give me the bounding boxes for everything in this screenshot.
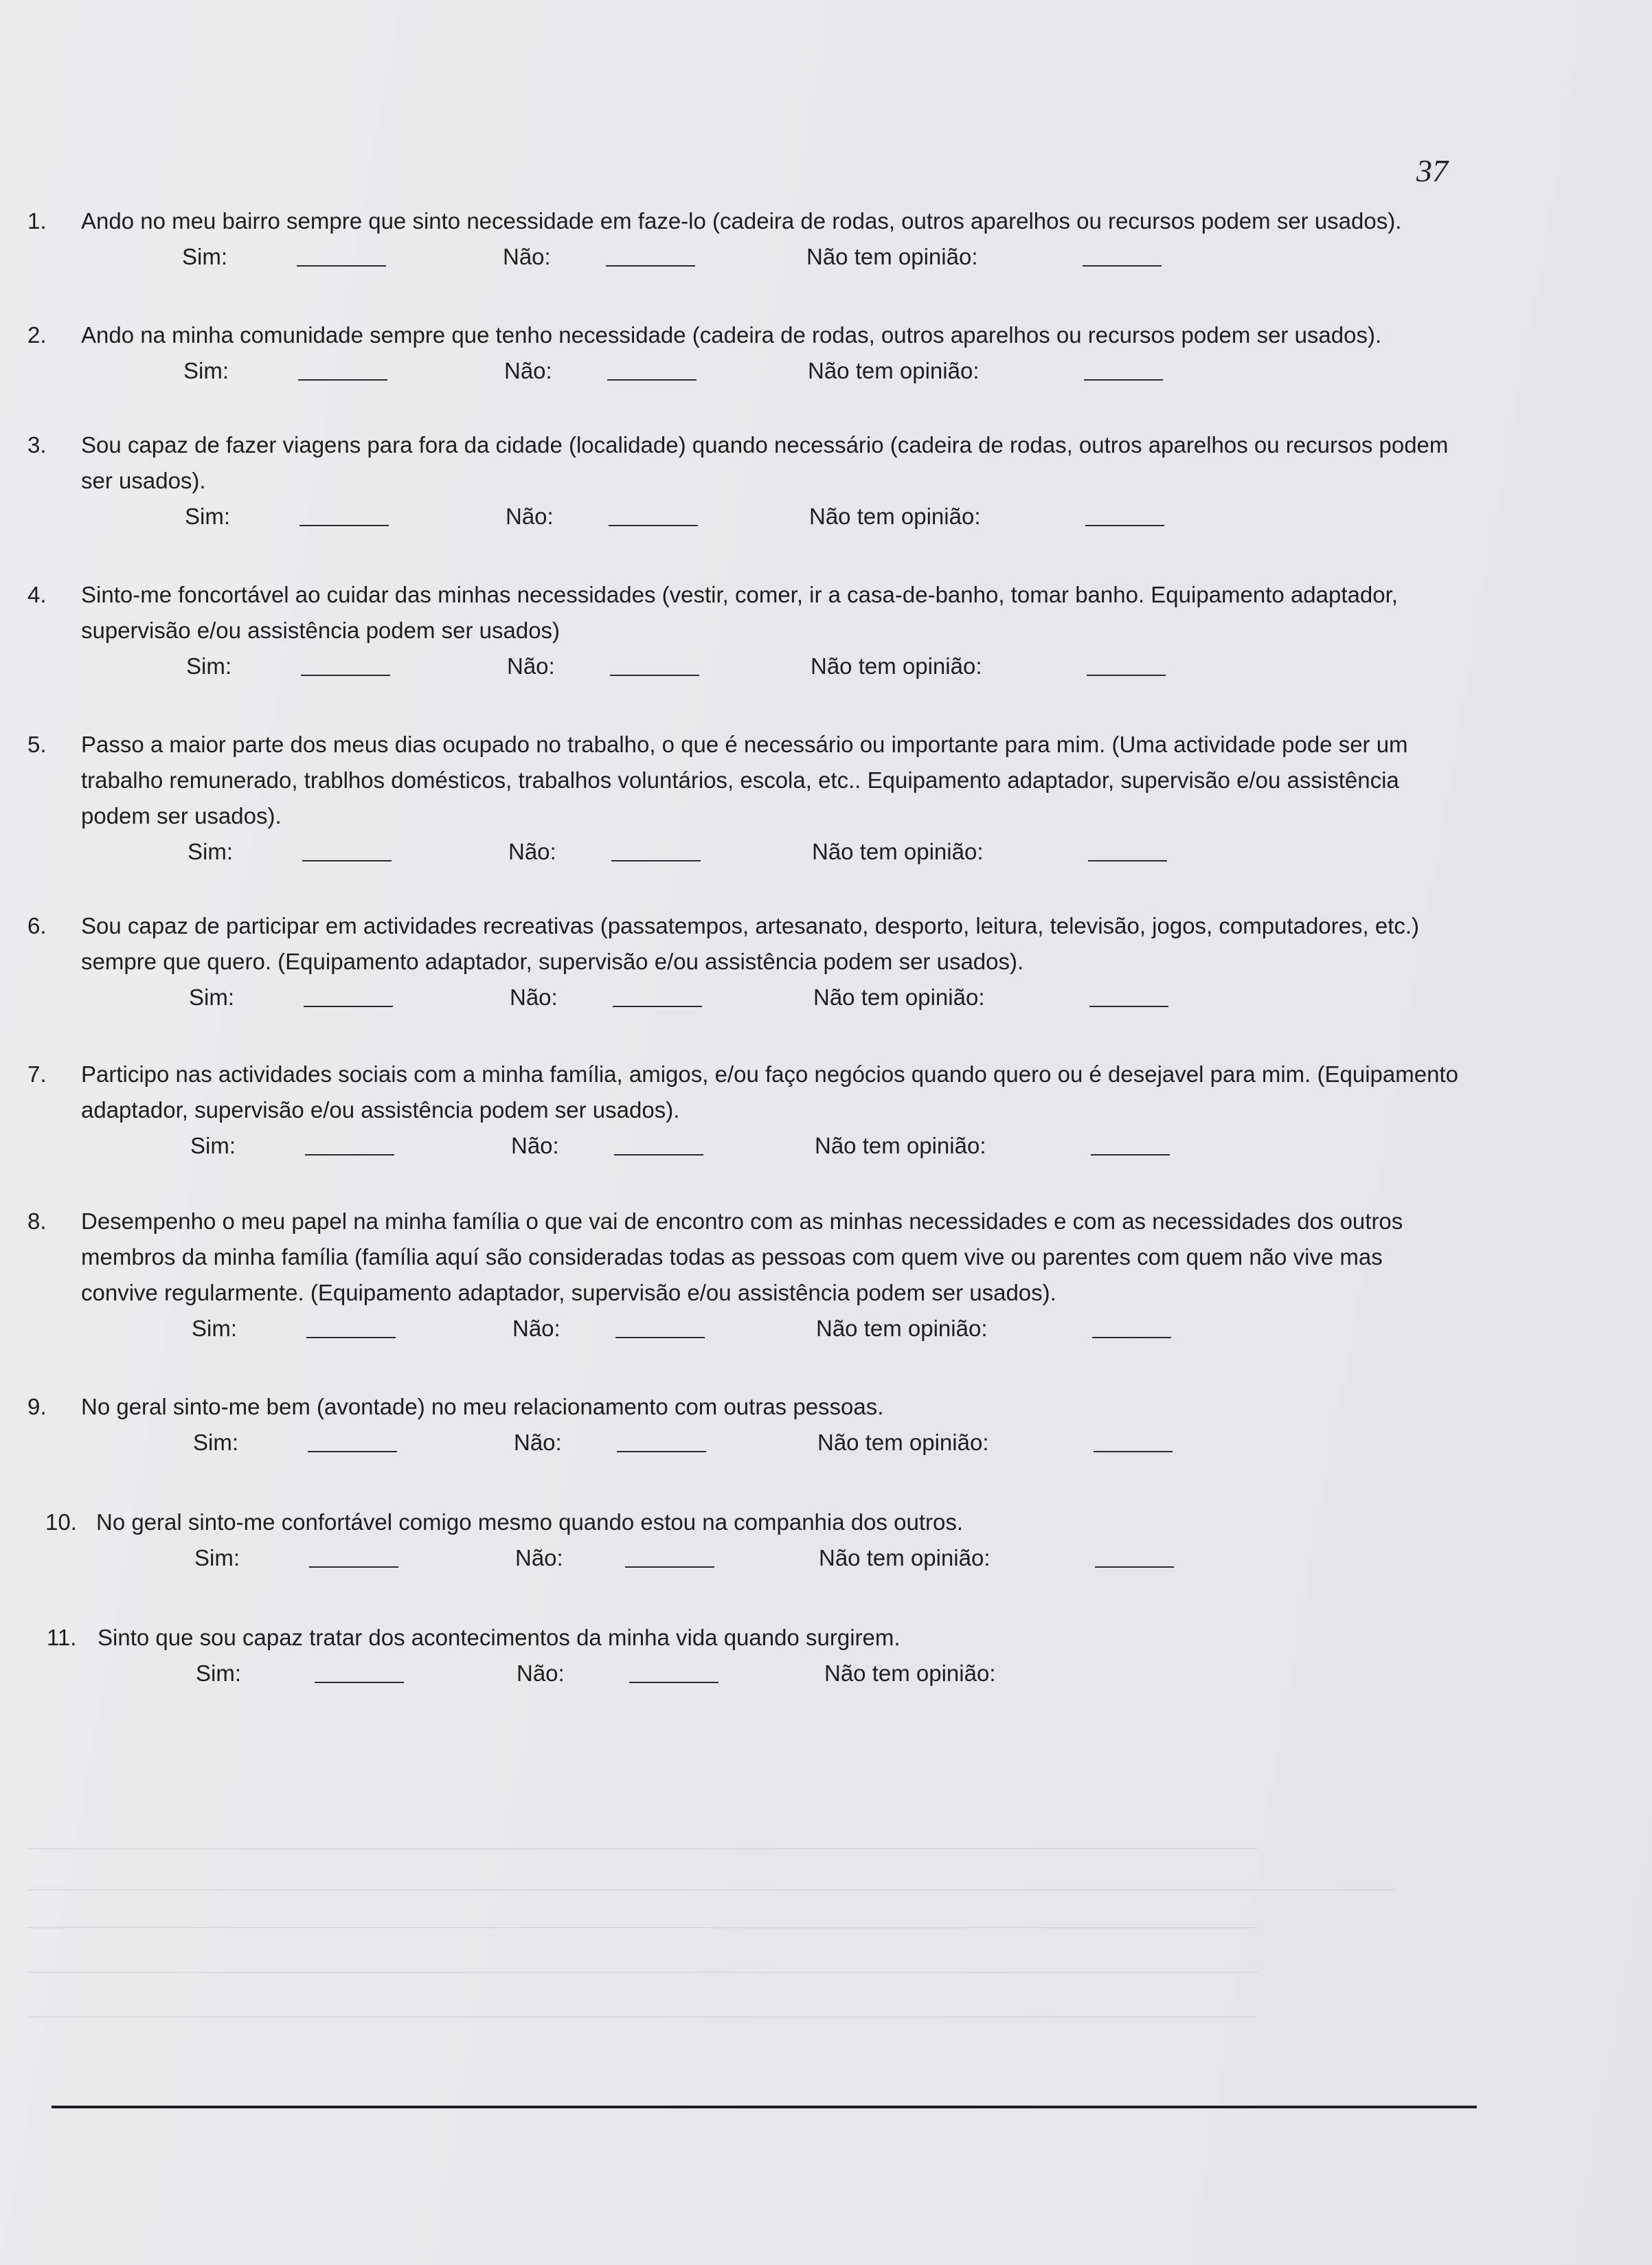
answer-options — [27, 1311, 1463, 1346]
question-3 — [27, 427, 1463, 534]
sim-blank[interactable] — [304, 1006, 393, 1007]
nao-blank[interactable] — [606, 265, 695, 267]
question-text: No geral sinto-me bem (avontade) no meu relacionamento com outras pessoas. — [81, 1394, 884, 1419]
nao-tem-opiniao-label: Não tem opinião: — [816, 1316, 988, 1341]
nao-tem-opiniao-blank[interactable] — [1094, 1451, 1173, 1452]
nao-tem-opiniao-label: Não tem opinião: — [809, 504, 981, 529]
show-through-line — [27, 1972, 1257, 1973]
question-number: 8. — [27, 1208, 47, 1234]
sim-blank[interactable] — [305, 1154, 394, 1156]
nao-label: Não: — [506, 504, 554, 529]
nao-tem-opiniao-blank[interactable] — [1085, 525, 1164, 526]
nao-tem-opiniao-label: Não tem opinião: — [813, 984, 985, 1010]
nao-blank[interactable] — [629, 1682, 718, 1683]
nao-label: Não: — [510, 984, 558, 1010]
question-10 — [27, 1505, 1463, 1576]
sim-label: Sim: — [190, 1133, 236, 1158]
question-number: 11. — [47, 1625, 77, 1650]
nao-blank[interactable] — [607, 379, 697, 381]
nao-tem-opiniao-label: Não tem opinião: — [812, 839, 984, 864]
sim-blank[interactable] — [308, 1451, 397, 1452]
question-text: Participo nas actividades sociais com a minha família, amigos, e/ou faço negócios quando quero ou é desejavel para mim. (Equipamento adaptador, supervisão e/ou assistência podem ser usados). — [81, 1061, 1458, 1123]
sim-blank[interactable] — [315, 1682, 404, 1683]
sim-label: Sim: — [189, 984, 234, 1010]
nao-tem-opiniao-label: Não tem opinião: — [808, 358, 980, 383]
nao-label: Não: — [507, 653, 555, 679]
question-8 — [27, 1204, 1463, 1346]
question-9 — [27, 1389, 1463, 1461]
nao-tem-opiniao-blank[interactable] — [1084, 379, 1163, 381]
question-number: 3. — [27, 432, 47, 458]
sim-blank[interactable] — [298, 379, 387, 381]
question-11 — [27, 1620, 1463, 1691]
nao-tem-opiniao-blank[interactable] — [1087, 675, 1166, 676]
nao-blank[interactable] — [615, 1337, 705, 1338]
nao-tem-opiniao-blank[interactable] — [1095, 1566, 1174, 1568]
question-text: Sinto que sou capaz tratar dos acontecimentos da minha vida quando surgirem. — [98, 1625, 901, 1650]
sim-blank[interactable] — [299, 525, 389, 526]
sim-blank[interactable] — [297, 265, 386, 267]
question-text: Passo a maior parte dos meus dias ocupado no trabalho, o que é necessário ou importante para mim. (Uma actividade pode ser um trabalho remunerado, trablhos domésticos, trabalhos voluntários, escola, etc.. Equipamento adaptador, supervisão e/ou assistência podem ser usados). — [81, 732, 1408, 829]
answer-options — [27, 1128, 1463, 1164]
answer-options — [27, 499, 1463, 534]
question-number: 1. — [27, 208, 47, 234]
answer-options — [27, 353, 1463, 389]
sim-blank[interactable] — [302, 860, 392, 861]
question-6 — [27, 908, 1463, 1015]
question-5 — [27, 727, 1463, 870]
show-through-line — [27, 1889, 1394, 1891]
sim-blank[interactable] — [301, 675, 390, 676]
nao-label: Não: — [514, 1430, 562, 1455]
nao-tem-opiniao-blank[interactable] — [1091, 1154, 1170, 1156]
nao-tem-opiniao-label: Não tem opinião: — [824, 1660, 996, 1686]
bottom-rule — [52, 2106, 1477, 2108]
answer-options — [27, 239, 1463, 275]
nao-label: Não: — [511, 1133, 559, 1158]
question-text: Ando na minha comunidade sempre que tenho necessidade (cadeira de rodas, outros aparelhos ou recursos podem ser usados). — [81, 322, 1382, 348]
answer-options — [27, 980, 1463, 1015]
nao-blank[interactable] — [613, 1006, 702, 1007]
question-text: Desempenho o meu papel na minha família o que vai de encontro com as minhas necessidades e com as necessidades dos outros membros da minha família (família aquí são consideradas todas as pessoas com quem vive ou parentes com quem não vive mas convive regularmente. (Equipamento adaptador, supervisão e/ou assistência podem ser usados). — [81, 1208, 1403, 1305]
nao-tem-opiniao-label: Não tem opinião: — [819, 1545, 991, 1570]
nao-blank[interactable] — [617, 1451, 706, 1452]
nao-tem-opiniao-blank[interactable] — [1088, 860, 1167, 861]
sim-blank[interactable] — [306, 1337, 396, 1338]
question-2 — [27, 317, 1463, 389]
nao-label: Não: — [517, 1660, 565, 1686]
show-through-line — [27, 1848, 1257, 1849]
question-number: 7. — [27, 1061, 47, 1087]
nao-tem-opiniao-label: Não tem opinião: — [817, 1430, 989, 1455]
answer-options — [27, 1540, 1463, 1576]
sim-label: Sim: — [193, 1430, 238, 1455]
nao-blank[interactable] — [614, 1154, 703, 1156]
sim-label: Sim: — [194, 1545, 240, 1570]
question-number: 10. — [45, 1509, 77, 1535]
nao-tem-opiniao-label: Não tem opinião: — [811, 653, 982, 679]
sim-label: Sim: — [182, 244, 227, 269]
sim-label: Sim: — [196, 1660, 241, 1686]
question-number: 6. — [27, 913, 47, 938]
nao-tem-opiniao-blank[interactable] — [1089, 1006, 1168, 1007]
nao-blank[interactable] — [625, 1566, 714, 1568]
question-7 — [27, 1057, 1463, 1164]
nao-label: Não: — [512, 1316, 561, 1341]
nao-label: Não: — [503, 244, 551, 269]
question-text: Sou capaz de participar em actividades recreativas (passatempos, artesanato, desporto, leitura, televisão, jogos, computadores, etc.) sempre que quero. (Equipamento adaptador, supervisão e/ou assistência podem ser usados). — [81, 913, 1420, 974]
sim-label: Sim: — [192, 1316, 237, 1341]
sim-label: Sim: — [185, 504, 230, 529]
answer-options — [27, 1656, 1463, 1691]
answer-options — [27, 649, 1463, 684]
question-number: 4. — [27, 582, 47, 607]
question-number: 2. — [27, 322, 47, 348]
sim-blank[interactable] — [309, 1566, 398, 1568]
page-number: 37 — [1416, 153, 1448, 188]
nao-label: Não: — [515, 1545, 563, 1570]
show-through-line — [27, 2016, 1257, 2018]
answer-options — [27, 1425, 1463, 1461]
nao-tem-opiniao-label: Não tem opinião: — [806, 244, 978, 269]
question-text: No geral sinto-me confortável comigo mesmo quando estou na companhia dos outros. — [96, 1509, 964, 1535]
question-4 — [27, 577, 1463, 684]
nao-label: Não: — [504, 358, 552, 383]
show-through-line — [27, 1927, 1257, 1928]
nao-tem-opiniao-label: Não tem opinião: — [815, 1133, 986, 1158]
sim-label: Sim: — [186, 653, 231, 679]
nao-tem-opiniao-blank[interactable] — [1092, 1337, 1171, 1338]
question-number: 5. — [27, 732, 47, 757]
nao-label: Não: — [508, 839, 556, 864]
nao-tem-opiniao-blank[interactable] — [1083, 265, 1162, 267]
nao-blank[interactable] — [609, 525, 698, 526]
question-number: 9. — [27, 1394, 47, 1419]
question-text: Sinto-me foncortável ao cuidar das minhas necessidades (vestir, comer, ir a casa-de-banho, tomar banho. Equipamento adaptador, supervisão e/ou assistência podem ser usados) — [81, 582, 1398, 643]
question-text: Ando no meu bairro sempre que sinto necessidade em faze-lo (cadeira de rodas, outros aparelhos ou recursos podem ser usados). — [81, 208, 1402, 234]
sim-label: Sim: — [188, 839, 233, 864]
answer-options — [27, 834, 1463, 870]
question-text: Sou capaz de fazer viagens para fora da cidade (localidade) quando necessário (cadeira de rodas, outros aparelhos ou recursos podem ser usados). — [81, 432, 1449, 493]
sim-label: Sim: — [183, 358, 229, 383]
nao-blank[interactable] — [610, 675, 699, 676]
nao-blank[interactable] — [611, 860, 701, 861]
question-1 — [27, 203, 1463, 275]
